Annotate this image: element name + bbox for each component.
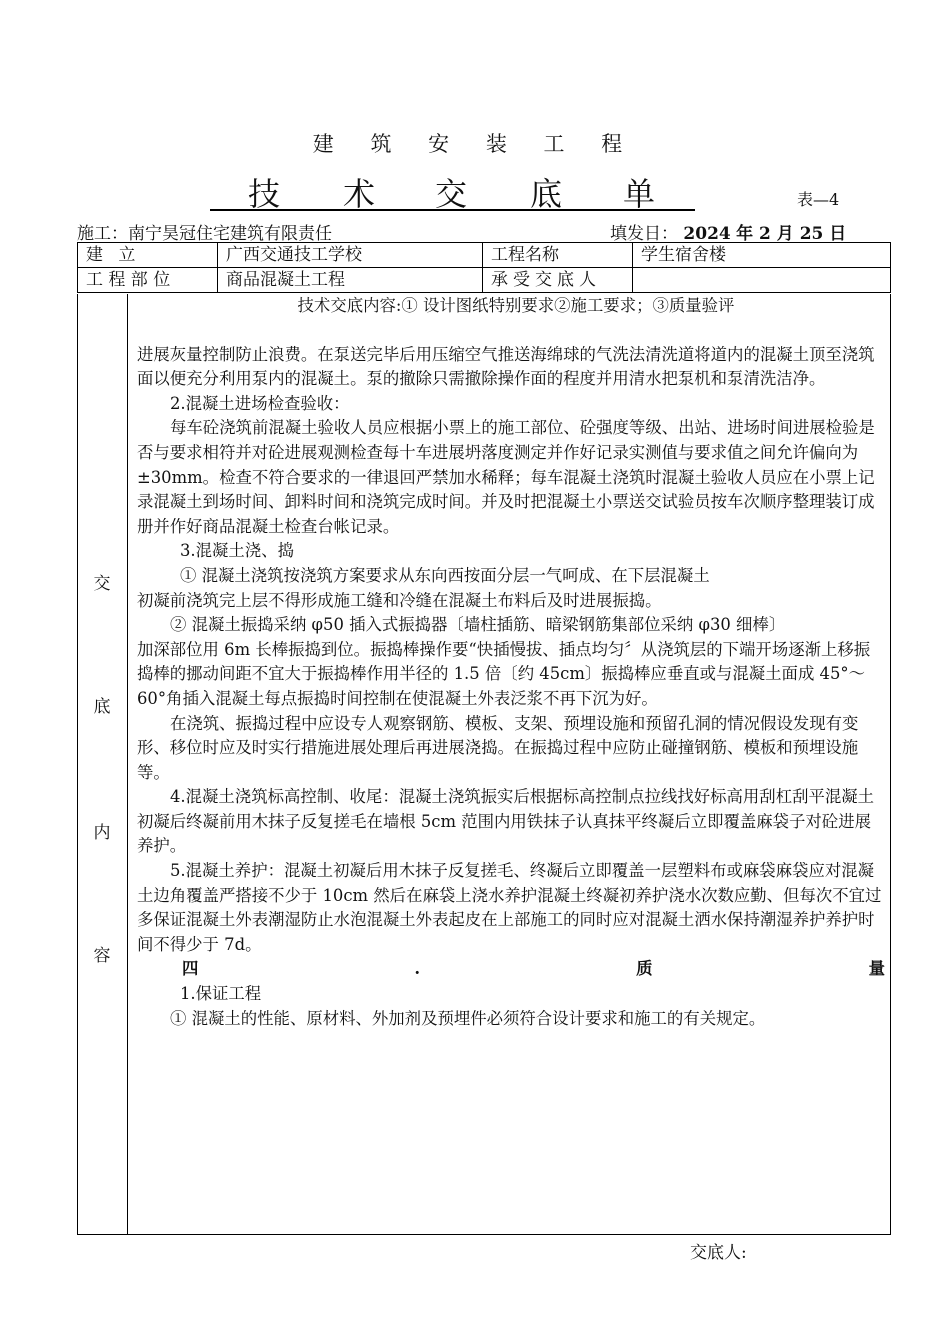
side-label-char: 底	[93, 697, 111, 717]
table-cell: 建 立	[78, 243, 218, 268]
table-cell: 承受交底人	[483, 268, 633, 293]
quality-word: 质	[636, 959, 653, 979]
table-row	[78, 268, 891, 293]
date-label: 填发日：	[610, 224, 678, 244]
quality-word: 量	[868, 959, 885, 979]
document-title	[210, 169, 695, 211]
signer-label: 交底人:	[690, 1243, 747, 1263]
date-rest: 年 2 月 25 日	[736, 224, 847, 244]
builder-info	[77, 219, 332, 244]
form-number: 表—4	[797, 190, 840, 209]
title-char: 底	[530, 175, 563, 213]
table-cell: 工 程 部 位	[78, 268, 218, 293]
paragraph: ① 混凝土的性能、原材料、外加剂及预埋件必须符合设计要求和施工的有关规定。	[170, 1008, 766, 1028]
paragraph: 在浇筑、振捣过程中应设专人观察钢筋、模板、支架、预埋设施和预留孔洞的情况假设发现有变形、移位时应及时实行措施进展处理后再进展浇捣。在振捣过程中应防止碰撞钢筋、模板和预埋设施等。	[137, 713, 859, 782]
side-label-char: 容	[93, 946, 111, 966]
table-cell: 商品混凝土工程	[218, 268, 483, 293]
paragraph: 进展灰量控制防止浪费。在泵送完毕后用压缩空气推送海绵球的气洗法清洗道将道内的混凝土顶至浇筑面以便充分利用泵内的混凝土。泵的撤除只需撤除操作面的程度并用清水把泵机和泵清洗洁净。	[137, 344, 875, 389]
paragraph: 2.混凝土进场检查验收：	[170, 393, 350, 413]
builder-label: 施工：	[77, 224, 128, 244]
side-label-char: 交	[93, 574, 111, 594]
paragraph: 初凝前浇筑完上层不得形成施工缝和冷缝在混凝土布料后及时进展振捣。	[137, 590, 662, 610]
table-cell: 工程名称	[483, 243, 633, 268]
quality-word: 四	[182, 959, 199, 979]
side-label-char: 内	[93, 823, 111, 843]
title-char: 交	[435, 175, 468, 213]
issue-date	[610, 219, 846, 244]
table-cell: 学生宿舍楼	[633, 243, 891, 268]
content-body	[137, 294, 885, 1031]
table-cell: 广西交通技工学校	[218, 243, 483, 268]
paragraph: 4.混凝土浇筑标高控制、收尾：混凝土浇筑振实后根据标高控制点拉线找好标高用刮杠刮平混凝土初凝后终凝前用木抹子反复搓毛在墙根 5cm 范围内用铁抹子认真抹平终凝后立即覆盖麻袋子对砼进展养护。	[137, 787, 875, 856]
document-subtitle: 建 筑 安 装 工 程	[312, 132, 638, 156]
builder-name: 南宁昊冠住宅建筑有限责任	[128, 224, 332, 244]
paragraph: ② 混凝土振捣采纳 φ50 插入式振捣器〔墙柱插筋、暗梁钢筋集部位采纳 φ30 细棒〕	[170, 615, 786, 635]
project-info-table	[77, 242, 891, 293]
title-char: 术	[343, 175, 376, 213]
paragraph: 5.混凝土养护：混凝土初凝后用木抹子反复搓毛、终凝后立即覆盖一层塑料布或麻袋麻袋应对混凝土边角覆盖严搭接不少于 10cm 然后在麻袋上浇水养护混凝土终凝初养护浇水次数应勤、但每次不宜过多保证混凝土外表潮湿防止水泡混凝土外表起皮在上部施工的同时应对混凝土洒水保持潮湿养护养护时间不得少于 7d。	[137, 861, 882, 954]
paragraph: 1.保证工程	[180, 984, 262, 1004]
paragraph: 3.混凝土浇、捣	[180, 541, 294, 561]
quality-heading	[137, 957, 885, 982]
quality-word: .	[414, 959, 421, 979]
column-divider	[127, 294, 128, 1235]
paragraph: 每车砼浇筑前混凝土验收人员应根据小票上的施工部位、砼强度等级、出站、进场时间进展检验是否与要求相符并对砼进展观测检查每十车进展坍落度测定并作好记录实测值与要求值之间允许偏向为±30mm。检查不符合要求的一律退回严禁加水稀释；每车混凝土浇筑时混凝土验收人员应在小票上记录混凝土到场时间、卸料时间和浇筑完成时间。并及时把混凝土小票送交试验员按车次顺序整理装订成册并作好商品混凝土检查台帐记录。	[137, 418, 875, 536]
title-char: 单	[623, 175, 656, 213]
title-char: 技	[248, 175, 281, 213]
content-heading: 技术交底内容:① 设计图纸特别要求②施工要求；③质量验评	[297, 296, 735, 315]
paragraph: 加深部位用 6m 长棒振捣到位。振捣棒操作要“快插慢拔、插点均匀〞从浇筑层的下端开场逐渐上移振捣棒的挪动间距不宜大于振捣棒作用半径的 1.5 倍〔约 45cm〕振捣棒应垂直或与混凝土面成 45°～60°角插入混凝土每点振捣时间控制在使混凝土外表泛浆不再下沉为好。	[137, 639, 871, 708]
table-cell	[633, 268, 891, 293]
paragraph: ① 混凝土浇筑按浇筑方案要求从东向西按面分层一气呵成、在下层混凝土	[180, 565, 710, 585]
date-year: 2024	[683, 224, 731, 244]
table-row	[78, 243, 891, 268]
